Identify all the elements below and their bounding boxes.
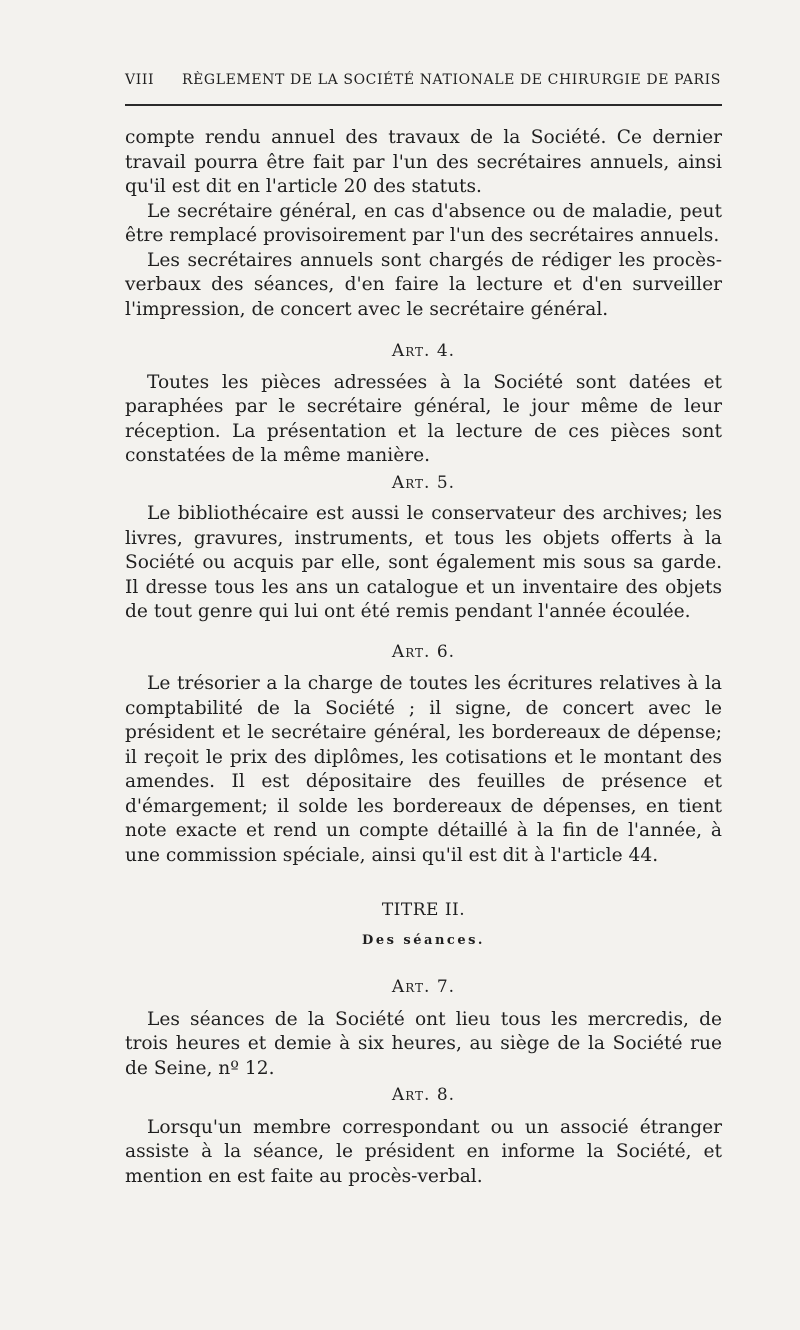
paragraph-secretary-general: Le secrétaire général, en cas d'absence ou de maladie, peut être remplacé provisoirement par l'un des secrétaires annuels. (125, 200, 722, 246)
article-5-heading: Art. 5. (391, 472, 456, 493)
page-number: VIII (125, 72, 155, 88)
running-header (125, 72, 721, 88)
article-7-text: Les séances de la Société ont lieu tous les mercredis, de trois heures et demie à six heures, au siège de la Société rue de Seine, nº 12. (125, 1008, 722, 1079)
paragraph-continuation: compte rendu annuel des travaux de la Société. Ce dernier travail pourra être fait par l'un des secrétaires annuels, ainsi qu'il est dit en l'article 20 des statuts. (125, 127, 722, 197)
article-6-heading: Art. 6. (391, 641, 456, 662)
article-4-heading: Art. 4. (391, 341, 456, 361)
titre-heading: TITRE II. (381, 900, 466, 920)
running-title: RÈGLEMENT DE LA SOCIÉTÉ NATIONALE DE CHIRURGIE DE PARIS (181, 72, 721, 88)
article-8-text: Lorsqu'un membre correspondant ou un associé étranger assiste à la séance, le président en informe la Société, et mention en est faite au procès-verbal. (125, 1116, 722, 1187)
article-4-text: Toutes les pièces adressées à la Société sont datées et paraphées par le secrétaire général, le jour même de leur réception. La présentation et la lecture de ces pièces sont constatées de la même manière. (125, 371, 722, 466)
article-7-heading: Art. 7. (391, 977, 456, 997)
paragraph-annual-secretaries: Les secrétaires annuels sont chargés de rédiger les procès-verbaux des séances, d'en faire la lecture et d'en surveiller l'impression, de concert avec le secrétaire général. (125, 249, 722, 320)
header-rule (125, 104, 722, 106)
article-8-heading: Art. 8. (391, 1085, 456, 1105)
article-5-text: Le bibliothécaire est aussi le conservateur des archives; les livres, gravures, instruments, et tous les objets offerts à la Société ou acquis par elle, sont également mis sous sa garde. Il dresse tous les ans un catalogue et un inventaire des objets de tout genre qui lui ont été remis pendant l'année écoulée. (125, 503, 722, 622)
titre-subheading: Des séances. (362, 932, 485, 948)
article-6-text: Le trésorier a la charge de toutes les écritures relatives à la comptabilité de la Société ; il signe, de concert avec le président et le secrétaire général, les bordereaux de dépense; il reçoit le prix des diplômes, les cotisations et le montant des amendes. Il est dépositaire des feuilles de présence et d'émargement; il solde les bordereaux de dépenses, en tient note exacte et rend un compte détaillé à la fin de l'année, à une commission spéciale, ainsi qu'il est dit à l'article 44. (125, 673, 722, 866)
body-text (125, 126, 722, 1189)
